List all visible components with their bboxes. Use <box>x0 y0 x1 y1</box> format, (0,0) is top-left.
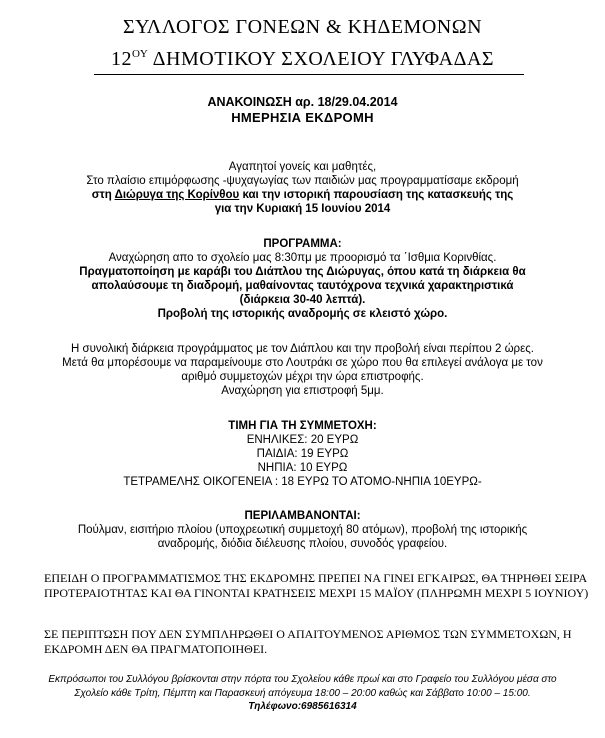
price-adults: ΕΝΗΛΙΚΕΣ: 20 ΕΥΡΩ <box>246 434 359 446</box>
after-line-2: αριθμό συμμετοχών μέχρι την ώρα επιστροφής. <box>181 371 424 383</box>
intro-prefix: στη <box>91 189 115 201</box>
screening-info: Προβολή της ιστορικής αναδρομής σε κλειστό χώρο. <box>157 308 448 320</box>
booking-notice: ΕΠΕΙΔΗ Ο ΠΡΟΓΡΑΜΜΑΤΙΣΜΟΣ ΤΗΣ ΕΚΔΡΟΜΗΣ ΠΡΕΠΕΙ ΝΑ ΓΙΝΕΙ ΕΓΚΑΙΡΩΣ, ΘΑ ΤΗΡΗΘΕΙ ΣΕΙΡΑ ΠΡΟΤΕΡΑΙΟΤΗΤΑΣ ΚΑΙ ΘΑ ΓΙΝΟΝΤΑΙ ΚΡΑΤΗΣΕΙΣ ΜΕΧΡΙ 15 ΜΑΪΟΥ (ΠΛΗΡΩΜΗ ΜΕΧΡΙ 5 ΙΟΥΝΙΟΥ) <box>44 571 589 600</box>
destination-link[interactable]: Διώρυγα της Κορίνθου <box>114 189 240 201</box>
program-heading: ΠΡΟΓΡΑΜΜΑ: <box>263 238 342 250</box>
header-ordinal-suffix: ΟΥ <box>131 48 149 60</box>
header-school-number: 12 <box>110 48 132 70</box>
footer-contact <box>0 673 605 714</box>
price-infants: ΝΗΠΙΑ: 10 ΕΥΡΩ <box>257 462 348 474</box>
phone-number: Τηλέφωνο:6985616314 <box>248 701 357 712</box>
footer-line-1: Εκπρόσωποι του Συλλόγου βρίσκονται στην πόρτα του Σχολείου κάθε πρωί και στο Γραφείο του Συλλόγου μέσα στο <box>48 674 557 685</box>
announcement-number: ΑΝΑΚΟΙΝΩΣΗ αρ. 18/29.04.2014 <box>207 95 398 109</box>
intro-line-1: Στο πλαίσιο επιμόρφωσης -ψυχαγωγίας των παιδιών μας προγραμματίσαμε εκδρομή <box>86 175 519 187</box>
includes-section <box>0 509 605 551</box>
announcement-heading <box>0 94 605 126</box>
program-section <box>0 237 605 321</box>
cruise-line-1: Πραγματοποίηση με καράβι του Διάπλου της Διώρυγας, όπου κατά τη διάρκεια θα <box>79 266 526 278</box>
cruise-line-3: (διάρκεια 30-40 λεπτά). <box>239 294 366 306</box>
header-line-1: ΣΥΛΛΟΓΟΣ ΓΟΝΕΩΝ & ΚΗΔΕΜΟΝΩΝ <box>122 16 483 38</box>
duration-info: Η συνολική διάρκεια προγράμματος με τον Διάπλου και την προβολή είναι περίπου 2 ώρες. <box>71 343 534 355</box>
price-children: ΠΑΙΔΙΑ: 19 ΕΥΡΩ <box>256 448 349 460</box>
announcement-title: ΗΜΕΡΗΣΙΑ ΕΚΔΡΟΜΗ <box>231 110 374 125</box>
association-header <box>0 14 605 73</box>
includes-line-2: αναδρομής, διόδια διέλευσης πλοίου, συνοδός γραφείου. <box>157 538 448 550</box>
header-school-name: ΔΗΜΟΤΙΚΟΥ ΣΧΟΛΕΙΟΥ ΓΛΥΦΑΔΑΣ <box>148 48 495 70</box>
intro-suffix: και την ιστορική παρουσίαση της κατασκευής της <box>239 189 514 201</box>
greeting: Αγαπητοί γονείς και μαθητές, <box>228 161 377 173</box>
trip-date: για την Κυριακή 15 Ιουνίου 2014 <box>214 203 391 215</box>
departure-info: Αναχώρηση απο το σχολείο μας 8:30πμ με προορισμό τα ΄Ισθμια Κορινθίας. <box>108 252 497 264</box>
includes-line-1: Πούλμαν, εισιτήριο πλοίου (υποχρεωτική συμμετοχή 80 ατόμων), προβολή της ιστορικής <box>77 524 528 536</box>
footer-line-2: Σχολείο κάθε Τρίτη, Πέμπτη και Παρασκευή απόγευμα 18:00 – 20:00 καθώς και Σάββατο 10:00 – 15:00. <box>74 687 531 699</box>
price-family: ΤΕΤΡΑΜΕΛΗΣ ΟΙΚΟΓΕΝΕΙΑ : 18 ΕΥΡΩ ΤΟ ΑΤΟΜΟ-ΝΗΠΙΑ 10ΕΥΡΩ- <box>123 476 482 488</box>
prices-heading: ΤΙΜΗ ΓΙΑ ΤΗ ΣΥΜΜΕΤΟΧΗ: <box>228 420 377 432</box>
cruise-line-2: απολαύσουμε τη διαδρομή, μαθαίνοντας ταυτόχρονα τεχνικά χαρακτηριστικά <box>91 280 514 292</box>
includes-heading: ΠΕΡΙΛΑΜΒΑΝΟΝΤΑΙ: <box>244 510 361 522</box>
cancellation-notice: ΣΕ ΠΕΡΙΠΤΩΣΗ ΠΟΥ ΔΕΝ ΣΥΜΠΛΗΡΩΘΕΙ Ο ΑΠΑΙΤΟΥΜΕΝΟΣ ΑΡΙΘΜΟΣ ΤΩΝ ΣΥΜΜΕΤΟΧΩΝ, Η ΕΚΔΡΟΜΗ ΔΕΝ ΘΑ ΠΡΑΓΜΑΤΟΠΟΙΗΘΕΙ. <box>44 627 572 656</box>
return-info: Αναχώρηση για επιστροφή 5μμ. <box>221 385 384 397</box>
schedule-section <box>0 342 605 398</box>
intro-line-2 <box>0 188 605 202</box>
header-divider <box>94 74 524 75</box>
prices-section <box>0 419 605 489</box>
intro-section <box>0 160 605 216</box>
after-line-1: Μετά θα μπορέσουμε να παραμείνουμε στο Λουτράκι σε χώρο που θα επιλεγεί ανάλογα με τον <box>62 357 543 369</box>
header-line-2 <box>0 41 605 73</box>
